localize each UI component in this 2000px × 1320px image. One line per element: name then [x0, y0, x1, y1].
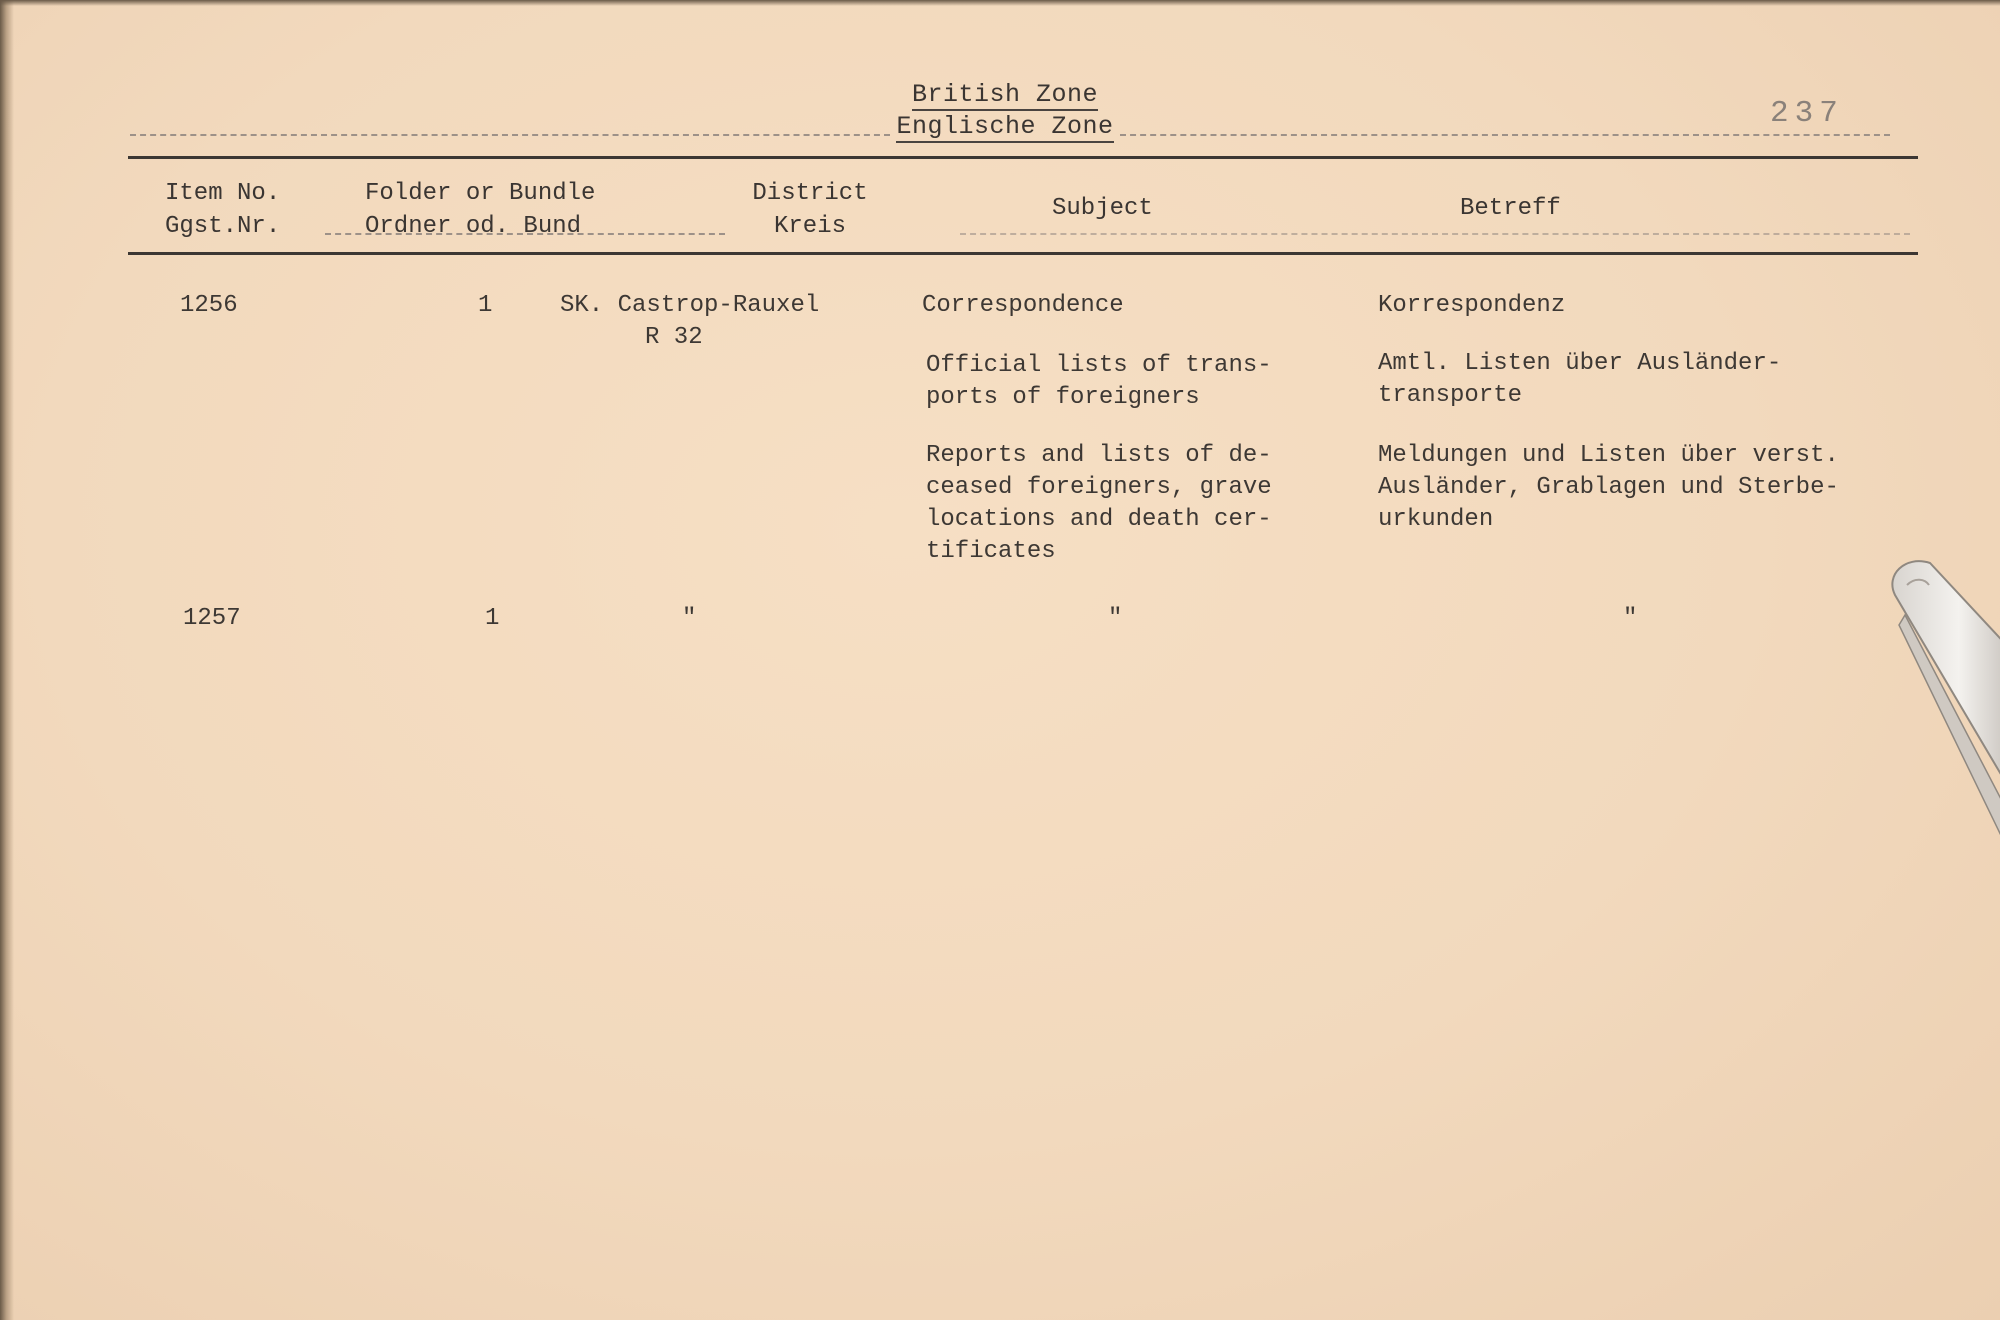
item-number: 1257 — [183, 605, 241, 632]
betreff-entry: Korrespondenz — [1378, 292, 1566, 319]
item-number: 1256 — [180, 292, 238, 319]
guide-line — [130, 134, 890, 136]
zone-title-german: Englische Zone — [896, 112, 1114, 141]
zone-title-english: British Zone — [911, 80, 1099, 109]
table-header-bottom-rule — [128, 252, 1918, 255]
folder-count: 1 — [478, 292, 493, 319]
ditto-mark: " — [682, 605, 697, 632]
guide-line — [1120, 134, 1890, 136]
district: SK. Castrop-Rauxel — [560, 292, 820, 319]
folder-count: 1 — [485, 605, 500, 632]
column-header-folder: Folder or Bundle Ordner od. Bund — [365, 180, 596, 240]
table-top-rule — [128, 156, 1918, 159]
guide-line — [960, 233, 1910, 235]
column-header-betreff: Betreff — [1460, 195, 1561, 222]
column-header-district: District Kreis — [752, 180, 868, 240]
subject-entry: Correspondence — [922, 292, 1124, 319]
subject-entry: Official lists of trans- ports of foreigners — [926, 352, 1272, 411]
column-header-subject: Subject — [1052, 195, 1153, 222]
column-header-item-no: Item No. Ggst.Nr. — [165, 180, 281, 240]
page-number: 237 — [1770, 96, 1844, 131]
betreff-entry: Amtl. Listen über Ausländer- transporte — [1378, 350, 1782, 409]
ditto-mark: " — [1623, 605, 1638, 632]
card-edge-shadow — [0, 0, 14, 1320]
betreff-entry: Meldungen und Listen über verst. Ausländer, Grablagen und Sterbe- urkunden — [1378, 442, 1839, 533]
district-code: R 32 — [645, 324, 703, 351]
subject-entry: Reports and lists of de- ceased foreigners, grave locations and death cer- tificates — [926, 442, 1272, 565]
ditto-mark: " — [1108, 605, 1123, 632]
card-top-shadow — [0, 0, 2000, 6]
tweezers — [1885, 555, 2000, 915]
